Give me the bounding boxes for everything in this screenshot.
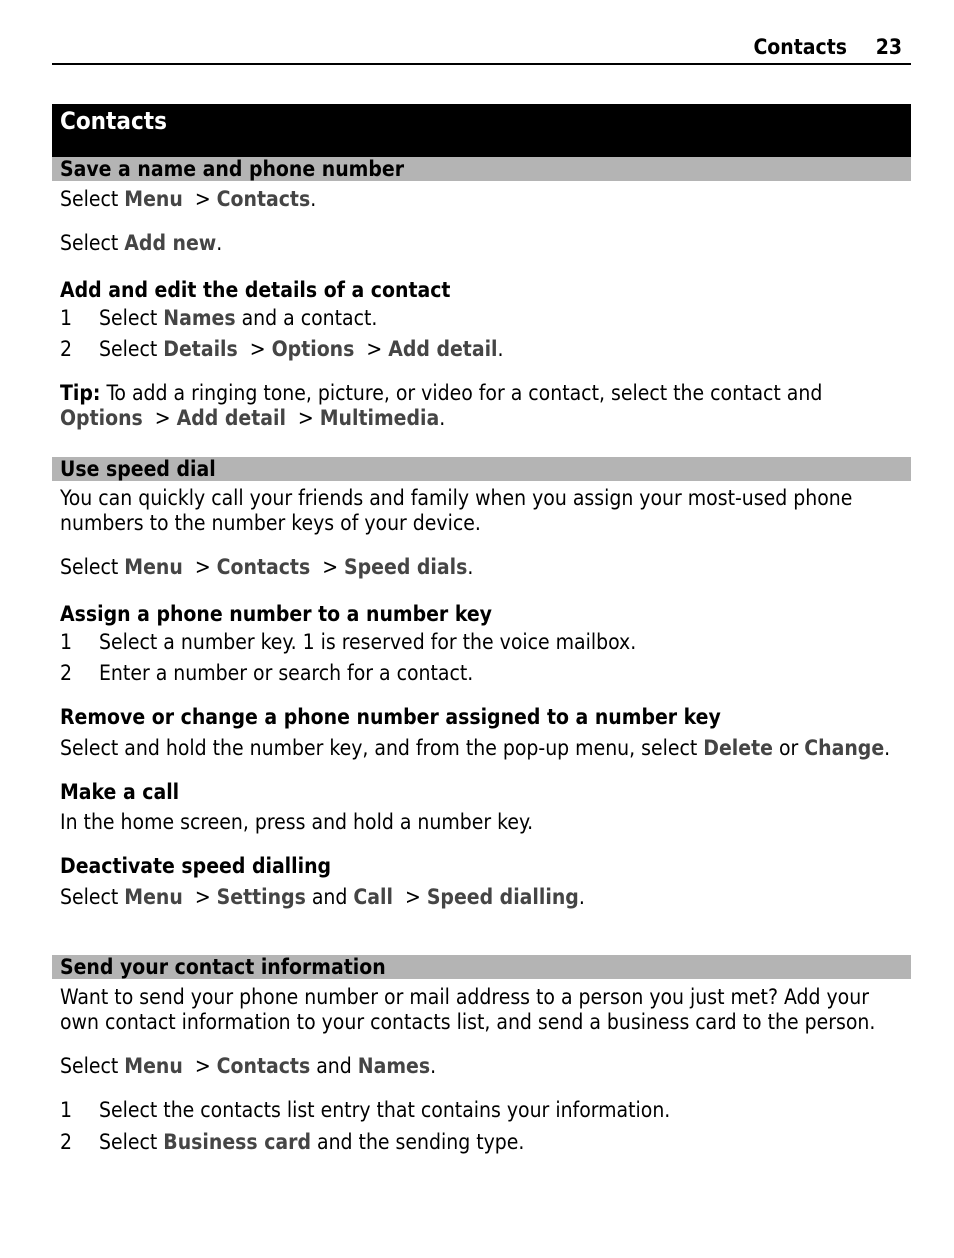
send-intro-line-2: own contact information to your contacts list, and send a business card to the person. xyxy=(60,1010,876,1034)
step-text: Select Details > Options > Add detail. xyxy=(99,337,504,361)
tip-line-2: Options > Add detail > Multimedia. xyxy=(60,406,446,430)
section-heading-speed-dial xyxy=(52,457,911,481)
subheading-assign-number: Assign a phone number to a number key xyxy=(60,602,492,626)
step-text: Select Names and a contact. xyxy=(99,306,378,330)
step-number: 1 xyxy=(60,306,73,330)
send-intro-line-1: Want to send your phone number or mail address to a person you just met? Add your xyxy=(60,985,869,1009)
speed-select-path: Select Menu > Contacts > Speed dials. xyxy=(60,555,474,579)
step-number: 2 xyxy=(60,337,73,361)
speed-intro-line-2: numbers to the number keys of your device. xyxy=(60,511,481,535)
section-heading-text: Use speed dial xyxy=(60,457,216,481)
step-number: 1 xyxy=(60,630,73,654)
deactivate-text: Select Menu > Settings and Call > Speed dialling. xyxy=(60,885,585,909)
subheading-remove-change: Remove or change a phone number assigned to a number key xyxy=(60,705,721,729)
step-text: Select a number key. 1 is reserved for the voice mailbox. xyxy=(99,630,637,654)
step-text: Select the contacts list entry that contains your information. xyxy=(99,1098,671,1122)
subheading-deactivate: Deactivate speed dialling xyxy=(60,854,332,878)
send-select-path: Select Menu > Contacts and Names. xyxy=(60,1054,437,1078)
make-call-text: In the home screen, press and hold a number key. xyxy=(60,810,534,834)
tip-label: Tip: xyxy=(60,381,101,405)
chapter-title-bar xyxy=(52,104,911,157)
step-text: Select Business card and the sending type. xyxy=(99,1130,525,1154)
section-heading-save xyxy=(52,157,911,181)
remove-change-text: Select and hold the number key, and from the pop-up menu, select Delete or Change. xyxy=(60,736,891,760)
tip-line-1: Tip: To add a ringing tone, picture, or video for a contact, select the contact and xyxy=(60,381,823,405)
save-select-add-new: Select Add new. xyxy=(60,231,223,255)
page-number: 23 xyxy=(875,35,902,59)
subheading-add-edit-details: Add and edit the details of a contact xyxy=(60,278,451,302)
running-header xyxy=(52,35,911,65)
speed-intro-line-1: You can quickly call your friends and family when you assign your most-used phone xyxy=(60,486,853,510)
step-number: 1 xyxy=(60,1098,73,1122)
subheading-make-call: Make a call xyxy=(60,780,180,804)
section-heading-text: Save a name and phone number xyxy=(60,157,405,181)
step-text: Enter a number or search for a contact. xyxy=(99,661,474,685)
save-select-menu-contacts: Select Menu > Contacts. xyxy=(60,187,317,211)
step-number: 2 xyxy=(60,1130,73,1154)
section-heading-text: Send your contact information xyxy=(60,955,386,979)
running-header-section: Contacts xyxy=(753,35,847,59)
step-number: 2 xyxy=(60,661,73,685)
chapter-title: Contacts xyxy=(60,107,167,135)
section-heading-send-contact xyxy=(52,955,911,979)
